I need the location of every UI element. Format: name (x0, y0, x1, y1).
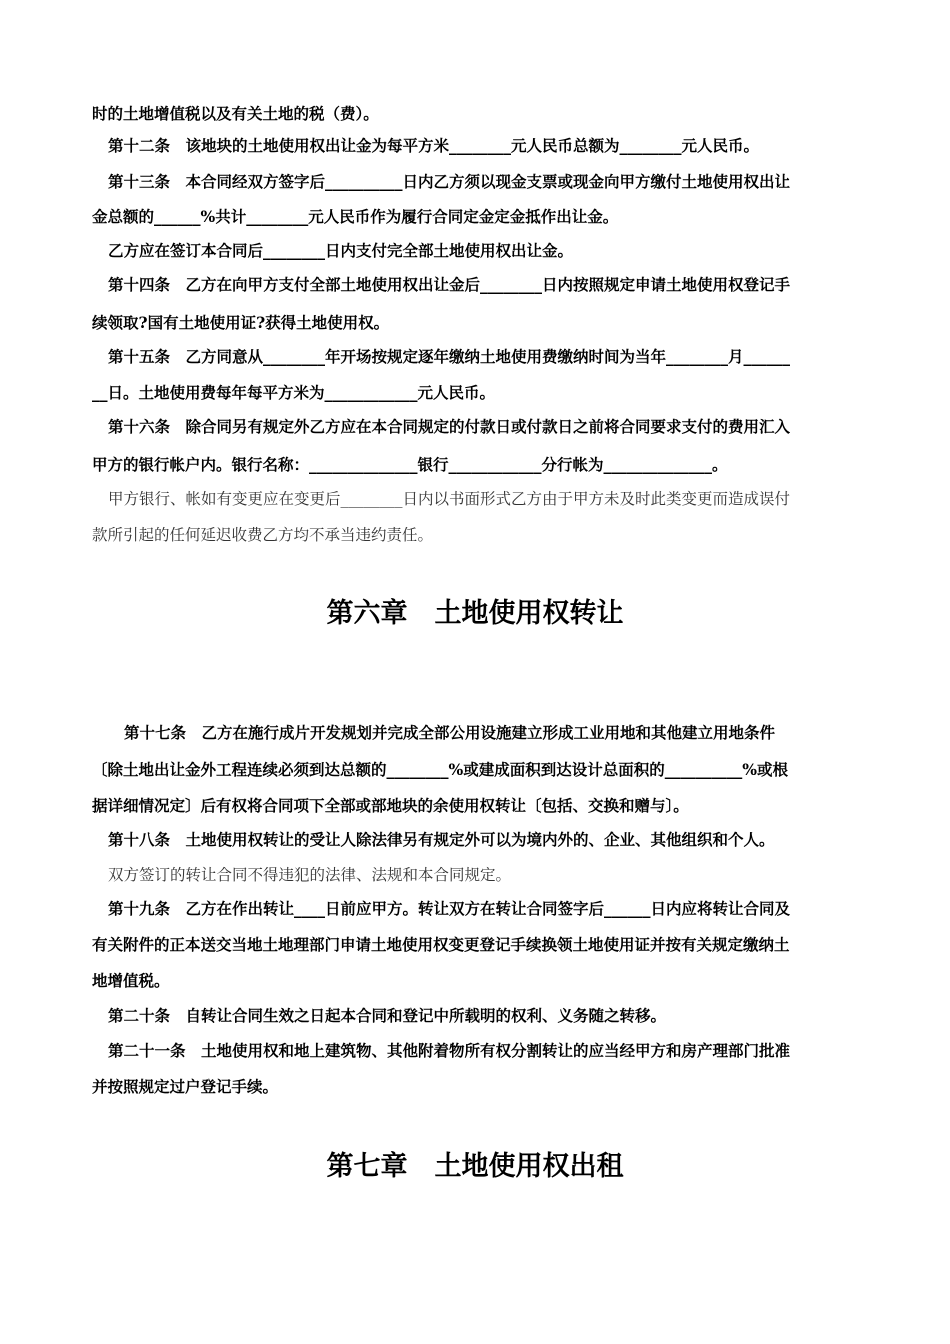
article-12: 第十二条 该地块的土地使用权出让金为每平方米________元人民币总额为________元人民币。 (108, 136, 760, 155)
text-line: 〔除土地出让金外工程连续必须到达总额的________%或建成面积到达设计总面积的__________%或根 (92, 760, 788, 779)
text-line: 时的土地增值税以及有关土地的税（费）。 (92, 104, 379, 123)
text-line: __日。土地使用费每年每平方米为____________元人民币。 (92, 383, 496, 402)
text-line: 金总额的______%共计________元人民币作为履行合同定金定金抵作出让金。 (92, 207, 619, 226)
article-17: 第十七条 乙方在施行成片开发规划并完成全部公用设施建立形成工业用地和其他建立用地条件 (124, 723, 776, 742)
text-line: 款所引起的任何延迟收费乙方均不承当违约责任。 (92, 526, 434, 544)
text-line: 并按照规定过户登记手续。 (92, 1077, 279, 1096)
chapter-7-heading: 第七章 土地使用权出租 (326, 1151, 624, 1182)
text-line: 续领取?国有土地使用证?获得土地使用权。 (92, 313, 390, 332)
text-line: 地增值税。 (92, 971, 170, 990)
article-16: 第十六条 除合同另有规定外乙方应在本合同规定的付款日或付款日之前将合同要求支付的费用汇入 (108, 417, 791, 436)
text-line: 双方签订的转让合同不得违犯的法律、法规和本合同规定。 (108, 866, 512, 884)
text-line: 有关附件的正本送交当地土地理部门申请土地使用权变更登记手续换领土地使用证并按有关规定缴纳土 (92, 935, 790, 954)
text-line: 乙方应在签订本合同后________日内支付完全部土地使用权出让金。 (108, 241, 574, 260)
article-14: 第十四条 乙方在向甲方支付全部土地使用权出让金后________日内按照规定申请土地使用权登记手 (108, 275, 791, 294)
text-line: 甲方的银行帐户内。银行名称：______________银行____________分行帐为______________。 (92, 455, 728, 474)
article-15: 第十五条 乙方同意从________年开场按规定逐年缴纳土地使用费缴纳时间为当年________月______ (108, 347, 791, 366)
chapter-6-heading: 第六章 土地使用权转让 (326, 598, 624, 629)
article-18: 第十八条 土地使用权转让的受让人除法律另有规定外可以为境内外的、企业、其他组织和个人。 (108, 830, 775, 849)
article-21: 第二十一条 土地使用权和地上建筑物、其他附着物所有权分割转让的应当经甲方和房产理部门批准 (108, 1041, 791, 1060)
article-13: 第十三条 本合同经双方签字后__________日内乙方须以现金支票或现金向甲方缴付土地使用权出让 (108, 172, 791, 191)
article-19: 第十九条 乙方在作出转让____日前应甲方。转让双方在转让合同签字后______日内应将转让合同及 (108, 899, 791, 918)
text-line: 甲方银行、帐如有变更应在变更后________日内以书面形式乙方由于甲方未及时此类变更而造成误付 (108, 490, 791, 508)
article-20: 第二十条 自转让合同生效之日起本合同和登记中所载明的权利、义务随之转移。 (108, 1006, 667, 1025)
text-line: 据详细情况定〕后有权将合同项下全部或部地块的余使用权转让〔包括、交换和赠与〕。 (92, 796, 689, 815)
